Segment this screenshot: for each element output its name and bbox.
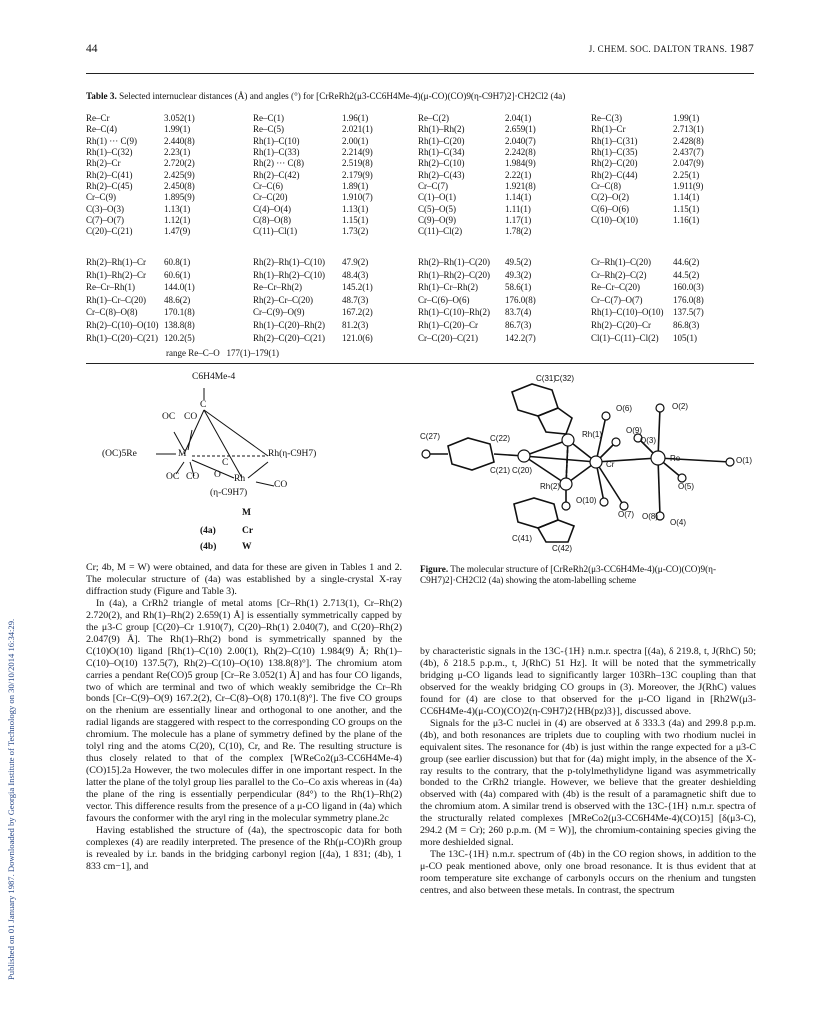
table-value-cell: 86.7(3): [505, 319, 532, 330]
table-value-cell: 86.8(3): [673, 319, 700, 330]
table-row: [86, 124, 754, 135]
atom-label: C(41): [512, 534, 533, 543]
table-value-cell: 1.13(1): [164, 203, 191, 214]
table-value-cell: 2.425(9): [164, 169, 195, 180]
table-value-cell: 58.6(1): [505, 282, 532, 293]
table-row: [86, 204, 754, 215]
table-value-cell: 1.14(1): [673, 192, 700, 203]
table-row: [86, 295, 754, 308]
table-bond-cell: Rh(1)–C(33): [253, 147, 300, 158]
co-label-top: CO: [184, 412, 198, 422]
table-bond-cell: C(1)–O(1): [418, 192, 456, 203]
table-value-cell: 144.0(1): [164, 282, 195, 293]
table-value-cell: 1.921(8): [505, 181, 536, 192]
table-value-cell: 1.12(1): [164, 215, 191, 226]
table-bond-cell: C(3)–O(3): [86, 203, 124, 214]
table-bond-cell: Cr–C(7): [418, 181, 448, 192]
table-row: [86, 147, 754, 158]
table-bond-cell: C(8)–O(8): [253, 215, 291, 226]
table-bond-cell: Rh(2)–Rh(1)–C(20): [418, 257, 490, 267]
co-o-label: O: [214, 470, 221, 480]
table-bond-cell: Cr–C(8): [591, 181, 621, 192]
table-value-cell: 1.15(1): [673, 203, 700, 214]
table-bond-cell: Re–C(5): [253, 124, 284, 135]
table-bond-cell: C(4)–O(4): [253, 203, 291, 214]
table-row: [86, 181, 754, 192]
table-bond-cell: Rh(1)–C(10): [253, 135, 300, 146]
table-value-cell: 60.8(1): [164, 257, 191, 267]
table-bond-cell: Rh(1)–C(10)–O(10): [591, 307, 664, 318]
table-value-cell: 48.7(3): [342, 294, 369, 305]
carbyne-carbon-label: C: [200, 400, 207, 410]
table-value-cell: 105(1): [673, 332, 697, 343]
table-value-cell: 121.0(6): [342, 332, 373, 343]
range-value: 177(1)–179(1): [226, 348, 279, 358]
oc-label-bottom: OC: [166, 472, 180, 482]
table-bond-cell: Rh(1)–C(20)–Cr: [418, 319, 478, 330]
table-value-cell: 2.040(7): [505, 135, 536, 146]
figure-caption: [420, 564, 756, 587]
table-value-cell: 1.911(9): [673, 181, 704, 192]
page-number: 44: [86, 43, 98, 55]
table-row: [86, 270, 754, 283]
table-value-cell: 1.17(1): [505, 215, 532, 226]
table-bond-cell: Rh(1)–C(34): [418, 147, 465, 158]
atom-label: O(4): [670, 518, 686, 527]
table-value-cell: 2.047(9): [673, 158, 704, 169]
table-value-cell: 137.5(7): [673, 307, 704, 318]
paragraph: The 13C-{1H} n.m.r. spectrum of (4b) in the CO region shows, in addition to the μ-CO peak mentioned above, only one broad resonance. It is thus evident that at room temperature site exchange of carbonyls occurs on the rhenium and tungsten centres, and also between these metals. In contrast, the spectrum: [420, 849, 756, 897]
table-caption: [86, 91, 754, 101]
table-value-cell: 1.895(9): [164, 192, 195, 203]
table-value-cell: 1.47(9): [164, 226, 191, 237]
table-bond-cell: Re–Cr–Rh(2): [253, 282, 302, 293]
table-value-cell: 145.2(1): [342, 282, 373, 293]
atom-label: O(9): [626, 426, 642, 435]
atom-label: O(2): [672, 402, 688, 411]
table-value-cell: 2.440(8): [164, 135, 195, 146]
table-value-cell: 176.0(8): [673, 294, 704, 305]
table-bond-cell: C(11)–Cl(1): [253, 226, 298, 237]
table-bond-cell: C(6)–O(6): [591, 203, 629, 214]
body-column-left: [86, 562, 402, 873]
table-value-cell: 2.25(1): [673, 169, 700, 180]
atom-label: C(22): [490, 434, 511, 443]
table-value-cell: 2.179(9): [342, 169, 373, 180]
paragraph: Cr; 4b, M = W) were obtained, and data for these are given in Tables 1 and 2. The molecular structure of (4a) was established by a single-crystal X-ray diffraction study (Figure and Table 3).: [86, 562, 402, 597]
table-value-cell: 1.13(1): [342, 203, 369, 214]
distance-table: [86, 113, 754, 238]
table-bond-cell: Re–C(1): [253, 113, 284, 123]
table-bond-cell: Rh(2)–C(20)–C(21): [253, 332, 325, 343]
paragraph: In (4a), a CrRh2 triangle of metal atoms [Cr–Rh(1) 2.713(1), Cr–Rh(2) 2.720(2), and Rh(1)–Rh(2) 2.659(1) Å] is essentially symmetrically capped by the μ3-C group [C(20)–Cr 1.910(7), C(20)–Rh(1) 2.040(7), and C(20)–Rh(2) 2.047(9) Å]. The Rh(1)–Rh(2) bond is symmetrically spanned by the C(10)O(10) ligand [Rh(1)–C(10) 2.00(1), Rh(2)–C(10) 1.984(9) Å; Rh(1)–C(10)–O(10) 137.5(7), Rh(2)–C(10)–O(10) 138.8(8)°]. The chromium atom carries a pendant Re(CO)5 group [Cr–Re 3.052(1) Å] and has four CO ligands, two of which are terminal and two of which weakly semibridge the Cr–Rh bonds [Cr–C(9)–O(9) 167.2(2), Cr–C(8)–O(8) 170.1(8)°]. The five CO groups on the rhenium are essentially linear and orthogonal to one another, and the radial ligands are staggered with respect to the corresponding CO groups on the chromium. The molecule has a plane of symmetry defined by the plane of the tolyl ring and the atoms C(20), C(10), Cr, and Re. The resulting structure is thus closely related to that of the complex [WReCo2(μ3-CC6H4Me-4)(CO)15].2a However, the two molecules differ in one important respect. In the latter the plane of the tolyl group lies parallel to the Co–Co axis whereas in (4a) the plane of the ring is essentially perpendicular (84°) to the Rh(1)–Rh(2) vector. This difference results from the presence of a μ-CO ligand in (4a) which favours the conformer with the aryl ring in the molecular symmetry plane.2c: [86, 597, 402, 825]
range-row: [166, 348, 279, 358]
table-value-cell: 2.242(8): [505, 147, 536, 158]
compound-4a-metal: Cr: [242, 526, 254, 536]
table-value-cell: 1.984(9): [505, 158, 536, 169]
table-value-cell: 60.6(1): [164, 269, 191, 280]
table-row: [86, 307, 754, 320]
table-value-cell: 47.9(2): [342, 257, 369, 267]
table-bond-cell: Cr–Rh(2)–C(2): [591, 269, 647, 280]
table-bond-cell: C(10)–O(10): [591, 215, 638, 226]
table-value-cell: 2.519(8): [342, 158, 373, 169]
table-value-cell: 1.15(1): [342, 215, 369, 226]
table-bond-cell: Rh(2)–Rh(1)–Cr: [86, 257, 146, 267]
atom-label: O(3): [640, 436, 656, 445]
table-value-cell: 44.5(2): [673, 269, 700, 280]
table-value-cell: 1.89(1): [342, 181, 369, 192]
rh-indenyl-label: Rh(η-C9H7): [268, 449, 317, 459]
table-value-cell: 2.659(1): [505, 124, 536, 135]
atom-label: C(32): [554, 374, 575, 383]
table-value-cell: 167.2(2): [342, 307, 373, 318]
atom-label: O(10): [576, 496, 597, 505]
table-bond-cell: Rh(1)–Rh(2)–C(10): [253, 269, 325, 280]
paragraph: by characteristic signals in the 13C-{1H} n.m.r. spectra [(4a), δ 219.8, t, J(RhC) 50; (4b), δ 218.5 p.p.m., t, J(RhC) 51 Hz]. It will be noted that the symmetrically bridging μ-CO ligands lead to significantly larger 103Rh–13C coupling than that observed for the weakly bridging CO groups in (3). Moreover, the J(RhC) values found for (4) are close to that observed for the μ-CO ligand in [Rh2W(μ3-CC6H4Me-4)(μ-CO)(CO)2(η-C9H7)2{HB(pz)3}], discussed above.: [420, 646, 756, 717]
table-bond-cell: Cr–C(6): [253, 181, 283, 192]
table-bond-cell: Rh(1)–Cr–Rh(2): [418, 282, 478, 293]
table-bond-cell: Cr–C(20)–C(21): [418, 332, 478, 343]
table-value-cell: 1.73(2): [342, 226, 369, 237]
atom-label: O(8): [642, 512, 658, 521]
table-bond-cell: C(20)–C(21): [86, 226, 133, 237]
table-bond-cell: Rh(1) ··· C(9): [86, 135, 137, 146]
table-bond-cell: C(11)–Cl(2): [418, 226, 463, 237]
compound-4a: (4a): [200, 526, 216, 536]
table-bond-cell: Rh(1)–Rh(2): [418, 124, 465, 135]
figure-label: Figure.: [420, 564, 449, 574]
table-value-cell: 2.23(1): [164, 147, 191, 158]
co-label-bottom: CO: [186, 472, 200, 482]
table-bond-cell: Cr–C(8)–O(8): [86, 307, 138, 318]
table-value-cell: 138.8(8): [164, 319, 195, 330]
body-column-right: [420, 646, 756, 897]
table-bond-cell: Rh(2)–C(45): [86, 181, 133, 192]
table-row: [86, 215, 754, 226]
table-value-cell: 2.450(8): [164, 181, 195, 192]
atom-label: Cr: [606, 460, 615, 469]
journal-year: 1987: [729, 43, 754, 55]
table-bond-cell: Rh(2)–Cr: [86, 158, 121, 169]
table-bond-cell: Rh(2)–C(10): [418, 158, 465, 169]
atom-label: Re: [670, 454, 681, 463]
table-bond-cell: Rh(1)–C(10)–Rh(2): [418, 307, 490, 318]
table-bond-cell: C(7)–O(7): [86, 215, 124, 226]
metal-label: M: [178, 449, 187, 459]
table-bond-cell: Rh(1)–Rh(2)–C(20): [418, 269, 490, 280]
table-bond-cell: C(2)–O(2): [591, 192, 629, 203]
tolyl-label: C6H4Me-4: [192, 372, 236, 382]
table-row: [86, 320, 754, 333]
compound-4b-metal: W: [242, 542, 252, 552]
table-bond-cell: Cr–Rh(1)–C(20): [591, 257, 651, 267]
table-value-cell: 3.052(1): [164, 113, 195, 123]
table-row: [86, 333, 754, 346]
range-label: range Re–C–O: [166, 348, 220, 358]
table-bond-cell: Rh(2)–C(42): [253, 169, 300, 180]
table-row: [86, 170, 754, 181]
table-value-cell: 2.713(1): [673, 124, 704, 135]
molecule-drawing: [420, 374, 756, 552]
re-group-label: (OC)5Re: [102, 449, 137, 459]
m-header: M: [242, 508, 251, 518]
table-row: [86, 136, 754, 147]
table-value-cell: 2.021(1): [342, 124, 373, 135]
table-bond-cell: Rh(1)–C(31): [591, 135, 638, 146]
table-value-cell: 160.0(3): [673, 282, 704, 293]
table-bond-cell: Rh(1)–Cr–C(20): [86, 294, 146, 305]
table-value-cell: 142.2(7): [505, 332, 536, 343]
table-value-cell: 49.3(2): [505, 269, 532, 280]
table-value-cell: 2.04(1): [505, 113, 532, 123]
table-value-cell: 2.428(8): [673, 135, 704, 146]
table-value-cell: 1.96(1): [342, 113, 369, 123]
table-bond-cell: Rh(2)–C(41): [86, 169, 133, 180]
table-value-cell: 2.22(1): [505, 169, 532, 180]
table-bottom-rule: [86, 363, 754, 364]
atom-label: O(7): [618, 510, 634, 519]
table-bond-cell: C(5)–O(5): [418, 203, 456, 214]
table-bond-cell: Rh(2)–C(20): [591, 158, 638, 169]
table-value-cell: 49.5(2): [505, 257, 532, 267]
atom-label: Rh(2): [540, 482, 561, 491]
table-bond-cell: Rh(1)–Rh(2)–Cr: [86, 269, 146, 280]
table-bond-cell: Rh(2)–Cr–C(20): [253, 294, 313, 305]
table-value-cell: 1.910(7): [342, 192, 373, 203]
table-bond-cell: Rh(2) ··· C(8): [253, 158, 304, 169]
atom-label: C(27): [420, 432, 441, 441]
table-row: [86, 192, 754, 203]
rh-label: Rh: [234, 474, 246, 484]
table-bond-cell: Rh(2)–C(43): [418, 169, 465, 180]
table-bond-cell: Rh(2)–C(10)–O(10): [86, 319, 159, 330]
journal-name: J. CHEM. SOC. DALTON TRANS. 1987: [588, 43, 754, 55]
oc-label: OC: [162, 412, 176, 422]
table-label: Table 3.: [86, 91, 117, 101]
co-c-label: C: [222, 458, 229, 468]
atom-label: C(31): [536, 374, 557, 383]
table-value-cell: 2.720(2): [164, 158, 195, 169]
figure-caption-text: The molecular structure of [CrReRh2(μ3-CC6H4Me-4)(μ-CO)(CO)9(η-C9H7)2]·CH2Cl2 (4a) showing the atom-labelling scheme: [420, 564, 717, 586]
table-bond-cell: Cl(1)–C(11)–Cl(2): [591, 332, 659, 343]
table-bond-cell: Re–C(2): [418, 113, 449, 123]
atom-label: O(1): [736, 456, 752, 465]
angle-table: [86, 257, 754, 345]
paragraph: Signals for the μ3-C nuclei in (4) are observed at δ 333.3 (4a) and 299.8 p.p.m. (4b), and both resonances are triplets due to coupling with two rhodium nuclei in equivalent sites. The resonance for (4b) is just within the range expected for a μ3-C group (see earlier discussion) but that for (4a) might imply, in the absence of the X-ray results to the contrary, that the p-tolylmethylidyne ligand was asymmetrically bonded to the CrRh2 triangle. However, we believe that the greater deshielding observed with (4a) compared with (4b) is the result of a paramagnetic shift due to the chromium atom. A similar trend is observed with the 13C-{1H} n.m.r. spectra of the structurally related complexes [MReCo2(μ3-CC6H4Me-4)(CO)15] [δ(μ3-C), 294.2 (M = Cr); 260 p.p.m. (M = W)], the chromium-containing species giving the more deshielded signal.: [420, 717, 756, 849]
atom-label: O(5): [678, 482, 694, 491]
table-value-cell: 1.11(1): [505, 203, 531, 214]
table-bond-cell: Rh(1)–C(20): [418, 135, 465, 146]
table-value-cell: 83.7(4): [505, 307, 532, 318]
table-value-cell: 170.1(8): [164, 307, 195, 318]
download-watermark: [6, 100, 18, 980]
table-bond-cell: Cr–C(6)–O(6): [418, 294, 470, 305]
table-value-cell: 176.0(8): [505, 294, 536, 305]
atom-label: C(42): [552, 544, 573, 553]
table-row: [86, 282, 754, 295]
table-value-cell: 120.2(5): [164, 332, 195, 343]
table-bond-cell: Rh(2)–C(20)–Cr: [591, 319, 651, 330]
molecular-structure-figure: [420, 374, 756, 552]
table-bond-cell: Rh(1)–C(20)–C(21): [86, 332, 158, 343]
table-bond-cell: Cr–C(9)–O(9): [253, 307, 305, 318]
table-bond-cell: Rh(1)–C(20)–Rh(2): [253, 319, 325, 330]
table-value-cell: 1.78(2): [505, 226, 532, 237]
atom-label: O(6): [616, 404, 632, 413]
table-row: [86, 257, 754, 270]
table-bond-cell: C(9)–O(9): [418, 215, 456, 226]
table-value-cell: 1.16(1): [673, 215, 700, 226]
compound-4b: (4b): [200, 542, 217, 552]
co-label-rh: CO: [274, 480, 288, 490]
table-value-cell: 1.99(1): [164, 124, 191, 135]
indenyl-label: (η-C9H7): [210, 488, 248, 498]
table-bond-cell: Rh(1)–C(32): [86, 147, 133, 158]
table-value-cell: 81.2(3): [342, 319, 369, 330]
table-value-cell: 2.00(1): [342, 135, 369, 146]
table-value-cell: 2.214(9): [342, 147, 373, 158]
table-bond-cell: Rh(1)–Cr: [591, 124, 626, 135]
table-value-cell: 1.14(1): [505, 192, 532, 203]
table-value-cell: 48.4(3): [342, 269, 369, 280]
table-bond-cell: Re–Cr: [86, 113, 110, 123]
running-header: [86, 43, 754, 57]
download-note: Published on 01 January 1987. Downloaded by Georgia Institute of Technology on 30/10/2014 16:34:29.: [6, 618, 16, 980]
table-bond-cell: Re–C(3): [591, 113, 622, 123]
table-bond-cell: Rh(2)–C(44): [591, 169, 638, 180]
table-value-cell: 1.99(1): [673, 113, 700, 123]
table-bond-cell: Re–C(4): [86, 124, 117, 135]
table-row: [86, 226, 754, 237]
table-bond-cell: Re–Cr–C(20): [591, 282, 640, 293]
scheme-bonds: [96, 366, 396, 546]
table-bond-cell: Cr–C(20): [253, 192, 288, 203]
table-value-cell: 2.437(7): [673, 147, 704, 158]
paragraph: Having established the structure of (4a), the spectroscopic data for both complexes (4) are readily interpreted. The presence of the Rh(μ-CO)Rh group is revealed by i.r. bands in the bridging carbonyl region [(4a), 1 831; (4b), 1 833 cm−1], and: [86, 824, 402, 872]
table-value-cell: 48.6(2): [164, 294, 191, 305]
table-caption-text: Selected internuclear distances (Å) and angles (°) for [CrReRh2(μ3-CC6H4Me-4)(μ-CO)(CO)9(η-C9H7)2]·CH2Cl2 (4a): [119, 91, 566, 101]
table-value-cell: 44.6(2): [673, 257, 700, 267]
structure-scheme: [96, 366, 396, 552]
atom-label: C(21): [490, 466, 511, 475]
header-rule: [86, 73, 754, 74]
table-row: [86, 158, 754, 169]
table-bond-cell: Rh(1)–C(35): [591, 147, 638, 158]
atom-label: Rh(1): [582, 430, 603, 439]
table-bond-cell: Cr–C(7)–O(7): [591, 294, 643, 305]
table-row: [86, 113, 754, 124]
table-bond-cell: Re–Cr–Rh(1): [86, 282, 135, 293]
table-bond-cell: Cr–C(9): [86, 192, 116, 203]
table-bond-cell: Rh(2)–Rh(1)–C(10): [253, 257, 325, 267]
atom-label: C(20): [512, 466, 533, 475]
